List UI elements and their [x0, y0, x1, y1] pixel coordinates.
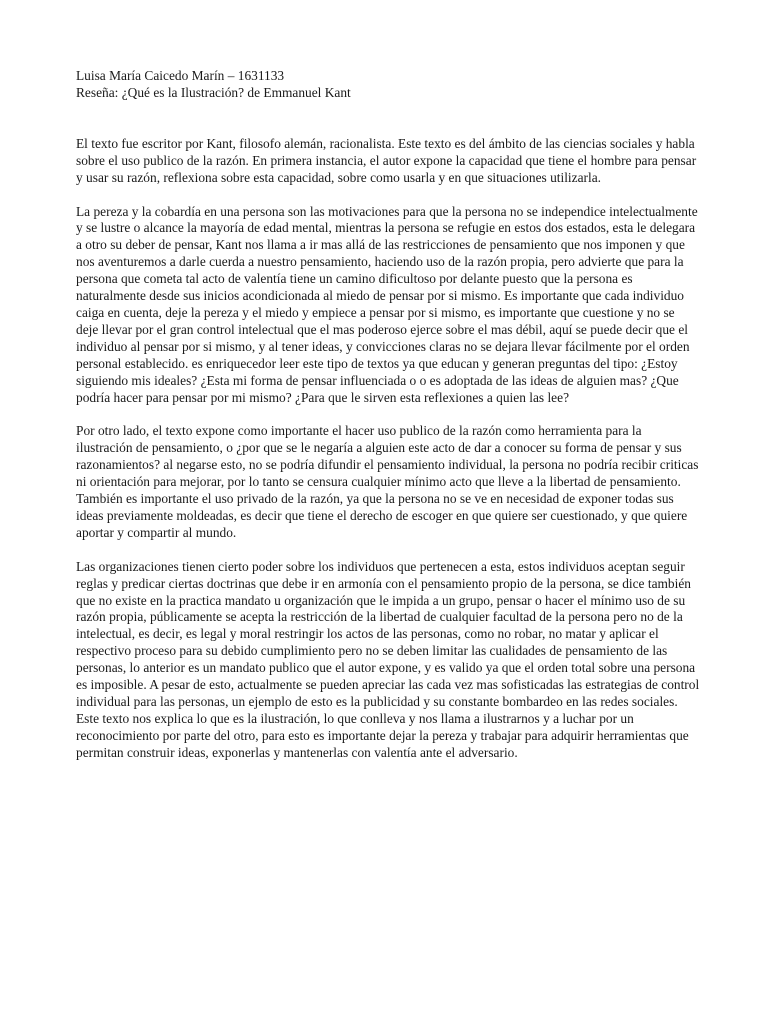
paragraph-1: El texto fue escritor por Kant, filosofo alemán, racionalista. Este texto es del ámbito de las ciencias sociales y habla sobre el uso publico de la razón. En primera instancia, el autor expone la capacidad que tiene el hombre para pensar y usar su razón, reflexiona sobre esta capacidad, sobre como usarla y en que situaciones utilizarla.: [76, 135, 697, 185]
paragraph-4: Las organizaciones tienen cierto poder sobre los individuos que pertenecen a esta, estos individuos aceptan seguir reglas y predicar ciertas doctrinas que debe ir en armonía con el pensamiento propio de la persona, se dice también que no existe en la practica mandato u organización que le impida a un grupo, pensar o hacer el mínimo uso de su razón propia, públicamente se acepta la restricción de la libertad de cualquier facultad de la persona pero no de la intelectual, es decir, es legal y moral restringir los actos de las personas, como no robar, no matar y aplicar el respectivo proceso para su debido cumplimiento pero no se deben limitar las cualidades de pensamiento de las personas, lo anterior es un mandato publico que el autor expone, y es valido ya que el orden total sobre una persona es imposible. A pesar de esto, actualmente se pueden apreciar las cada vez mas sofisticadas las estrategias de control individual para las personas, un ejemplo de esto es la publicidad y su constante bombardeo en las redes sociales. Este texto nos explica lo que es la ilustración, lo que conlleva y nos llama a ilustrarnos y a luchar por un reconocimiento por parte del otro, para esto es importante dejar la pereza y trabajar para adquirir herramientas que permitan construir ideas, exponerlas y mantenerlas con valentía ante el adversario.: [76, 558, 700, 760]
author-line: Luisa María Caicedo Marín – 1631133: [76, 68, 285, 83]
header-spacer: [76, 102, 700, 136]
document-title: Reseña: ¿Qué es la Ilustración? de Emmanuel Kant: [76, 84, 351, 100]
paragraph-2: La pereza y la cobardía en una persona son las motivaciones para que la persona no se independice intelectualmente y se lustre o alcance la mayoría de edad mental, mientras la persona se refugie en estos dos estados, esta le delegara a otro su deber de pensar, Kant nos llama a ir mas allá de las restricciones de pensamiento que nos imponen y que nos aventuremos a darle cuerda a nuestro pensamiento, haciendo uso de la razón propia, pero advierte que para la persona que cometa tal acto de valentía tiene un camino dificultoso por delante puesto que la persona es naturalmente desde sus inicios acondicionada al miedo de pensar por si mismo. Es importante que cada individuo caiga en cuenta, deje la pereza y el miedo y empiece a pensar por si mismo, es importante que cuestione y no se deje llevar por el gran control intelectual que el mas poderoso ejerce sobre el mas débil, aquí se puede decir que el individuo al pensar por si mismo, y al tener ideas, y convicciones claras no se dejara llevar fácilmente por el orden personal establecido. es enriquecedor leer este tipo de textos ya que educan y generan preguntas del tipo: ¿Estoy siguiendo mis ideales? ¿Esta mi forma de pensar influenciada o o es adoptada de las ideas de alguien mas? ¿Que podría hacer para pensar por mi mismo? ¿Para que le sirven esta reflexiones a quien las lee?: [76, 203, 698, 405]
document-page: [76, 68, 700, 779]
paragraph-3: Por otro lado, el texto expone como importante el hacer uso publico de la razón como herramienta para la ilustración de pensamiento, o ¿por que se le negaría a alguien este acto de dar a conocer su forma de pensar y sus razonamientos? al negarse esto, no se podría difundir el pensamiento individual, la persona no podría recibir criticas ni orientación para mejorar, por lo tanto se censura cualquier mínimo acto que lleve a la libertad de pensamiento. También es importante el uso privado de la razón, ya que la persona no se ve en necesidad de exponer todas sus ideas previamente moldeadas, es decir que tiene el derecho de escoger en que quiere ser cuestionado, y que quiere aportar y compartir al mundo.: [76, 423, 699, 540]
